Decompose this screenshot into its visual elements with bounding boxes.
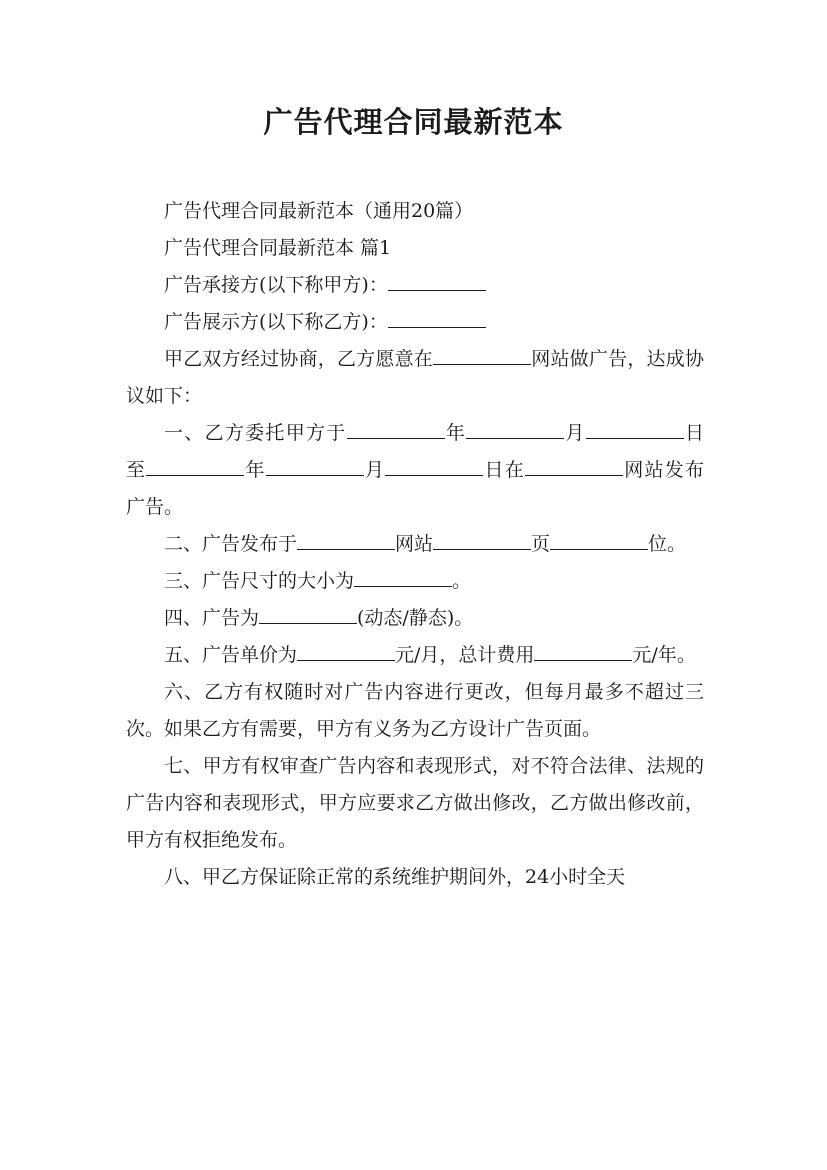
fill-in-blank (534, 638, 632, 661)
fill-in-blank (354, 564, 452, 587)
fill-in-blank (266, 453, 364, 476)
fill-in-blank (297, 527, 395, 550)
paragraph-text: 网站 (395, 533, 434, 555)
fill-in-blank (259, 601, 357, 624)
fill-in-blank (433, 527, 531, 550)
paragraph-text: 二、广告发布于 (164, 533, 298, 555)
paragraph-text: 元/年。 (632, 644, 696, 666)
fill-in-blank (388, 268, 486, 291)
paragraph (126, 415, 704, 526)
fill-in-blank (525, 453, 623, 476)
paragraph-text: 四、广告为 (164, 607, 260, 629)
paragraph-text: 七、甲方有权审查广告内容和表现形式，对不符合法律、法规的广告内容和表现形式，甲方应要求乙方做出修改，乙方做出修改前，甲方有权拒绝发布。 (126, 755, 704, 851)
paragraph-text: 广告展示方(以下称乙方)： (164, 311, 388, 333)
paragraph (126, 674, 704, 748)
paragraph-text: 网站发布广告。 (126, 459, 704, 518)
fill-in-blank (347, 416, 445, 439)
paragraph-text: 位。 (648, 533, 687, 555)
paragraph-text: 年 (444, 422, 467, 444)
paragraph-text: 广告代理合同最新范本（通用20篇） (164, 200, 474, 222)
paragraph-text: 日在 (483, 459, 525, 481)
paragraph-text: (动态/静态)。 (357, 607, 474, 629)
paragraph-text: 年 (244, 459, 266, 481)
paragraph (126, 193, 704, 230)
paragraph (126, 563, 704, 600)
paragraph-text: 日至 (126, 422, 704, 481)
paragraph-text: 五、广告单价为 (164, 644, 298, 666)
paragraph (126, 230, 704, 267)
document-title: 广告代理合同最新范本 (263, 105, 564, 139)
fill-in-blank (385, 453, 483, 476)
paragraph-text: 月 (363, 459, 386, 481)
paragraph-text: 页 (531, 533, 551, 555)
fill-in-blank (550, 527, 648, 550)
fill-in-blank (466, 416, 564, 439)
fill-in-blank (586, 416, 684, 439)
fill-in-blank (388, 305, 486, 328)
document-body (126, 193, 704, 896)
paragraph-text: 网站做广告，达成协议如下： (126, 348, 704, 407)
paragraph-text: 一、乙方委托甲方于 (164, 422, 347, 444)
paragraph-text: 六、乙方有权随时对广告内容进行更改，但每月最多不超过三次。如果乙方有需要，甲方有义务为乙方设计广告页面。 (126, 681, 704, 740)
paragraph-text: 八、甲乙方保证除正常的系统维护期间外，24小时全天 (164, 866, 626, 888)
paragraph (126, 341, 704, 415)
paragraph (126, 637, 704, 674)
paragraph (126, 267, 704, 304)
paragraph (126, 526, 704, 563)
paragraph (126, 748, 704, 859)
paragraph-text: 月 (564, 422, 586, 444)
fill-in-blank (433, 342, 531, 365)
paragraph-text: 广告代理合同最新范本 篇1 (164, 237, 392, 259)
fill-in-blank (297, 638, 395, 661)
paragraph-text: 三、广告尺寸的大小为 (164, 570, 355, 592)
paragraph (126, 600, 704, 637)
paragraph-text: 。 (452, 570, 472, 592)
paragraph-text: 广告承接方(以下称甲方)： (164, 274, 388, 296)
fill-in-blank (146, 453, 244, 476)
paragraph (126, 859, 704, 896)
paragraph-text: 元/月，总计费用 (395, 644, 535, 666)
paragraph (126, 304, 704, 341)
paragraph-text: 甲乙双方经过协商，乙方愿意在 (164, 348, 434, 370)
